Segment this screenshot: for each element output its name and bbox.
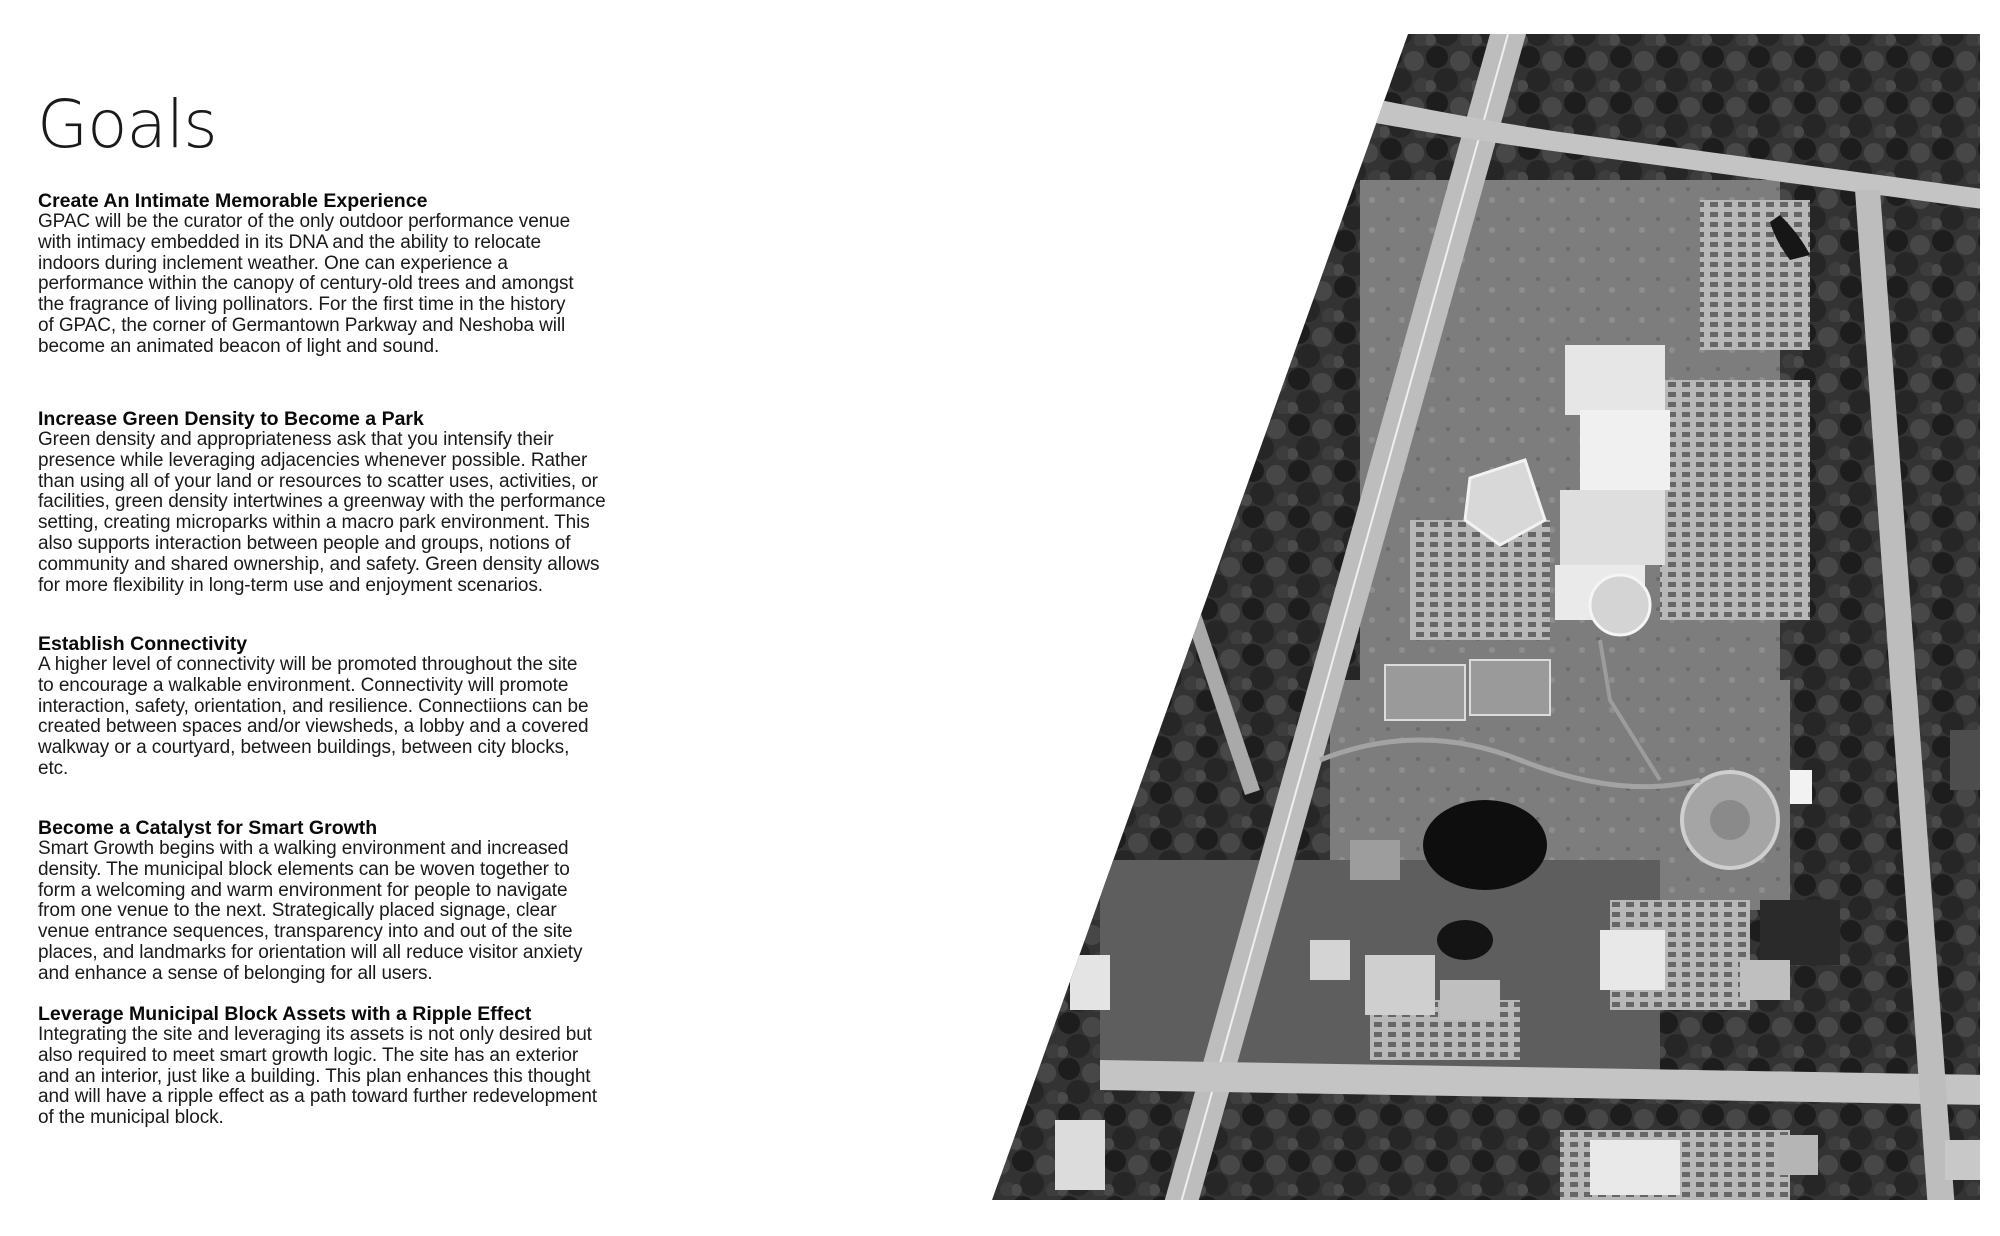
goal-body: Green density and appropriateness ask that you intensify their presence while leveraging adjacencies whenever possible. Rather than using all of your land or resources to scatter uses, activities, or facilities, green density intertwines a greenway with the performance setting, creating microparks within a macro park environment. This also supports interaction between people and groups, notions of community and shared ownership, and safety. Green density allows for more flexibility in long-term use and enjoyment scenarios. bbox=[38, 429, 606, 596]
goal-body: Integrating the site and leveraging its assets is not only desired but also required to meet smart growth logic. The site has an exterior and an interior, just like a building. This plan enhances this thought and will have a ripple effect as a path toward further redevelopment of the municipal block. bbox=[38, 1024, 597, 1129]
goal-heading: Establish Connectivity bbox=[38, 633, 248, 655]
goal-body: A higher level of connectivity will be promoted throughout the site to encourage a walkable environment. Connectivity will promote interaction, safety, orientation, and resilience. Connectiions can be created between spaces and/or viewsheds, a lobby and a covered walkway or a courtyard, between buildings, between city blocks, etc. bbox=[38, 654, 589, 779]
goal-heading: Leverage Municipal Block Assets with a Ripple Effect bbox=[38, 1003, 532, 1025]
page-title: Goals bbox=[37, 86, 217, 163]
goal-body: GPAC will be the curator of the only outdoor performance venue with intimacy embedded in its DNA and the ability to relocate indoors during inclement weather. One can experience a performance within the canopy of century-old trees and amongst the fragrance of living pollinators. For the first time in the history of GPAC, the corner of Germantown Parkway and Neshoba will become an animated beacon of light and sound. bbox=[38, 211, 574, 357]
goal-heading: Become a Catalyst for Smart Growth bbox=[38, 817, 378, 839]
goal-heading: Create An Intimate Memorable Experience bbox=[38, 190, 428, 212]
goal-heading: Increase Green Density to Become a Park bbox=[38, 408, 424, 430]
goal-body: Smart Growth begins with a walking environment and increased density. The municipal block elements can be woven together to form a welcoming and warm environment for people to navigate from one venue to the next. Strategically placed signage, clear venue entrance sequences, transparency into and out of the site places, and landmarks for orientation will all reduce visitor anxiety and enhance a sense of belonging for all users. bbox=[38, 838, 583, 984]
